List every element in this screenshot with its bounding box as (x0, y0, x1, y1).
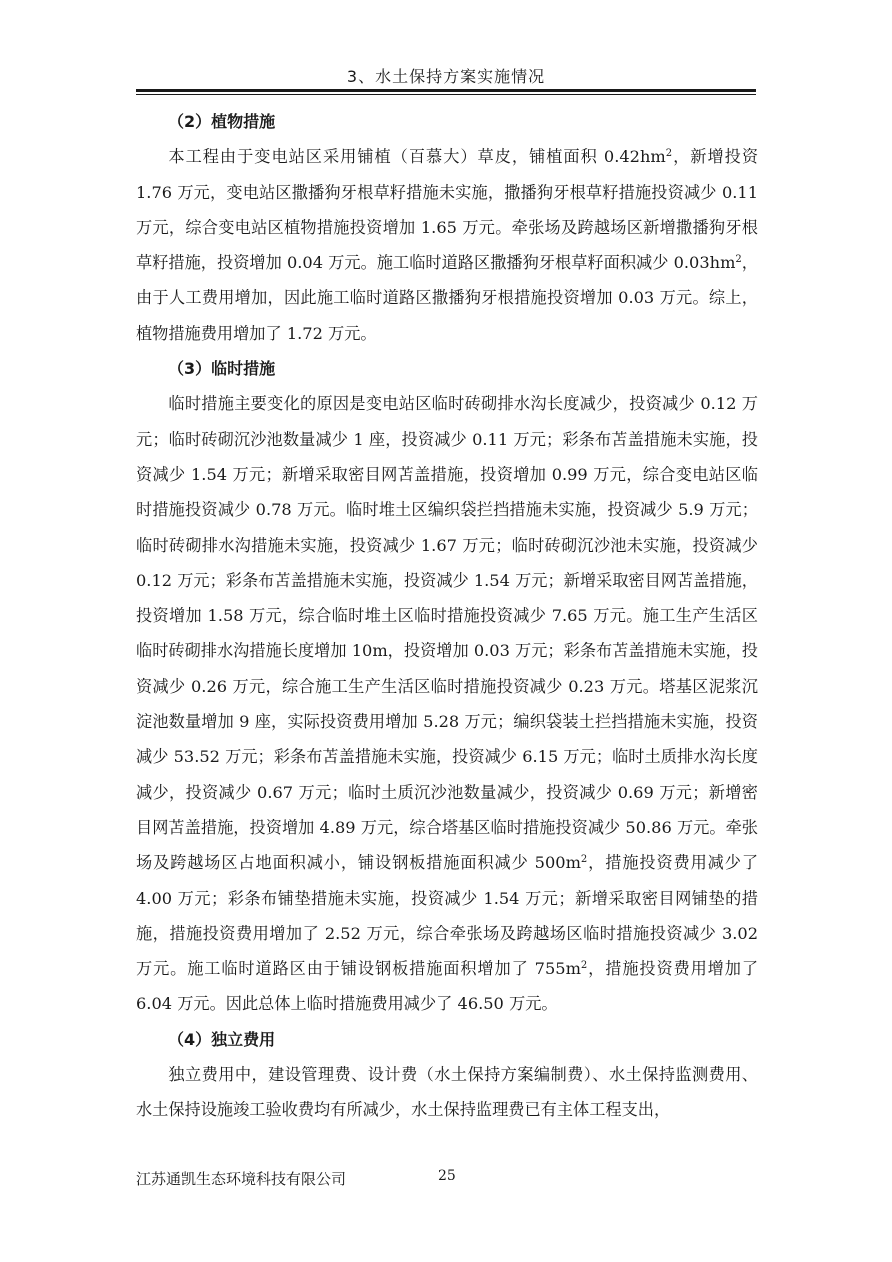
document-body (136, 104, 758, 1128)
page-number: 25 (438, 1168, 456, 1184)
header-rule-thick (136, 89, 756, 92)
paragraph-independent-costs: 独立费用中，建设管理费、设计费（水土保持方案编制费）、水土保持监测费用、水土保持设施竣工验收费均有所减少，水土保持监理费已有主体工程支出， (136, 1065, 758, 1120)
footer-company-name: 江苏通凯生态环境科技有限公司 (136, 1170, 347, 1188)
header-rule-thin (136, 94, 756, 95)
paragraph-plant-measures: 本工程由于变电站区采用铺植（百慕大）草皮，铺植面积 $0.42hm^2$，新增投资 1.76 万元，变电站区撒播狗牙根草籽措施未实施，撒播狗牙根草籽措施投资减少 0.11 万元，综合变电站区植物措施投资增加 1.65 万元。牵张场及跨越场区新增撒播狗牙根草籽措施，投资增加 0.04 万元。施工临时道路区撒播狗牙根草籽面积减少 $0.03hm^2$，由于人工费用增加，因此施工临时道路区撒播狗牙根措施投资增加 0.03 万元。综上，植物措施费用增加了 1.72 万元。 (136, 147, 759, 343)
section-heading-independent-costs: （4）独立费用 (168, 1029, 276, 1049)
section-heading-plant-measures: （2）植物措施 (168, 112, 276, 131)
paragraph-temporary-measures: 临时措施主要变化的原因是变电站区临时砖砌排水沟长度减少，投资减少 0.12 万元；临时砖砌沉沙池数量减少 1 座，投资减少 0.11 万元；彩条布苫盖措施未实施，投资减少 1.54 万元；新增采取密目网苫盖措施，投资增加 0.99 万元，综合变电站区临时措施投资减少 0.78 万元。临时堆土区编织袋拦挡措施未实施，投资减少 5.9 万元；临时砖砌排水沟措施未实施，投资减少 1.67 万元；临时砖砌沉沙池未实施，投资减少 0.12 万元；彩条布苫盖措施未实施，投资减少 1.54 万元；新增采取密目网苫盖措施，投资增加 1.58 万元，综合临时堆土区临时措施投资减少 7.65 万元。施工生产生活区临时砖砌排水沟措施长度增加 10m，投资增加 0.03 万元；彩条布苫盖措施未实施，投资减少 0.26 万元，综合施工生产生活区临时措施投资减少 0.23 万元。塔基区泥浆沉淀池数量增加 9 座，实际投资费用增加 5.28 万元；编织袋装土拦挡措施未实施，投资减少 53.52 万元；彩条布苫盖措施未实施，投资减少 6.15 万元；临时土质排水沟长度减少，投资减少 0.67 万元；临时土质沉沙池数量减少，投资减少 0.69 万元；新增密目网苫盖措施，投资增加 4.89 万元，综合塔基区临时措施投资减少 50.86 万元。牵张场及跨越场区占地面积减小，铺设钢板措施面积减少 $500m^2$，措施投资费用减少了 4.00 万元；彩条布铺垫措施未实施，投资减少 1.54 万元；新增采取密目网铺垫的措施，措施投资费用增加了 2.52 万元，综合牵张场及跨越场区临时措施投资减少 3.02 万元。施工临时道路区由于铺设钢板措施面积增加了 $755m^2$，措施投资费用增加了 6.04 万元。因此总体上临时措施费用减少了 46.50 万元。 (136, 394, 759, 1014)
running-header: 3、水土保持方案实施情况 (346, 67, 546, 86)
section-heading-temporary-measures: （3）临时措施 (168, 359, 276, 379)
